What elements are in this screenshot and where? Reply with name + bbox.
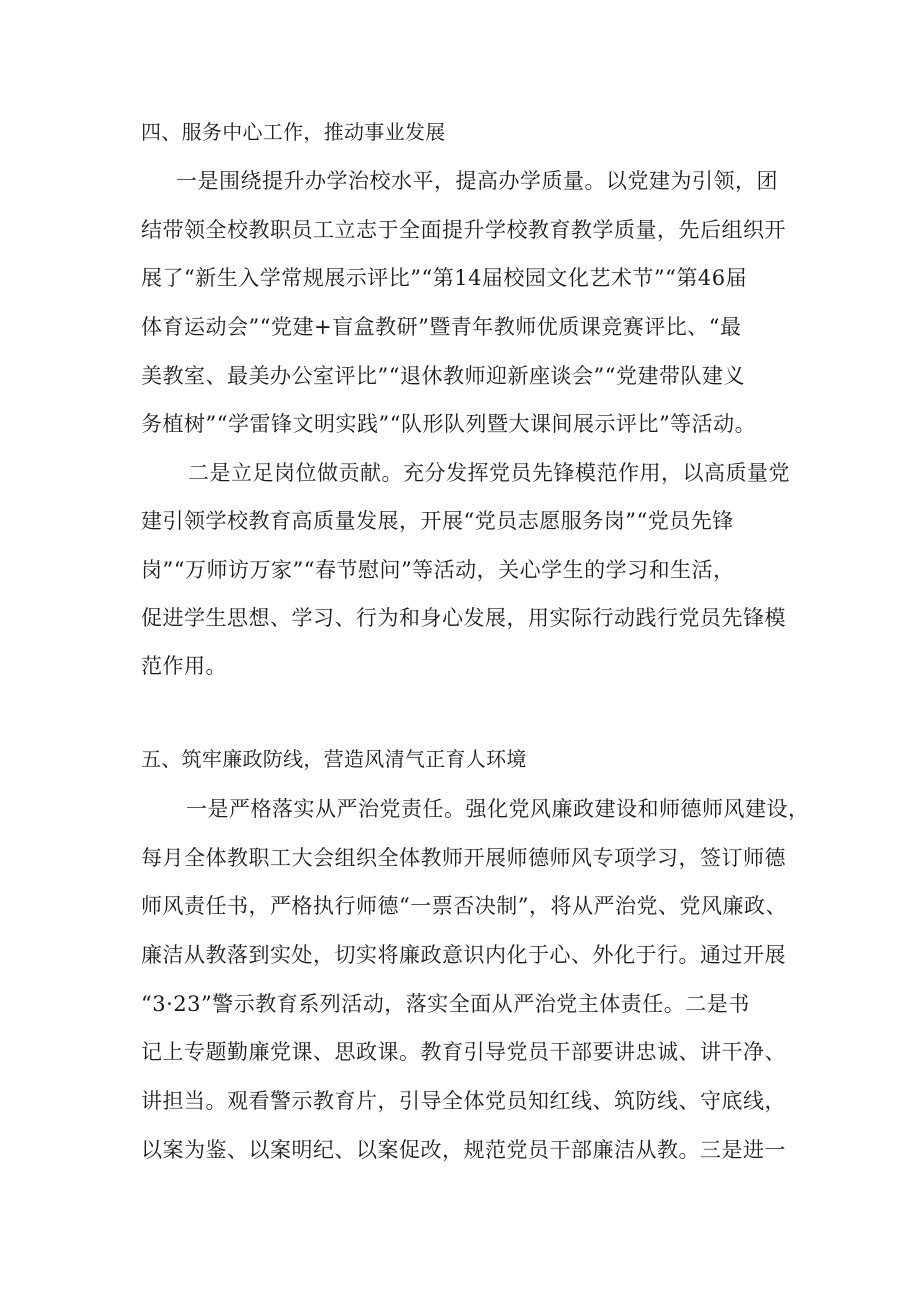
paragraph-line: 师风责任书，严格执行师德“一票否决制”，将从严治党、党风廉政、 <box>141 894 787 918</box>
paragraph-line: 务植树”“学雷锋文明实践”“队形队列暨大课间展示评比”等活动。 <box>141 412 757 436</box>
paragraph-line: 美教室、最美办公室评比”“退休教师迎新座谈会”“党建带队建义 <box>141 364 745 388</box>
paragraph-line: 体育运动会”“党建+盲盒教研”暨青年教师优质课竞赛评比、“最 <box>141 315 742 339</box>
paragraph-line: 展了“新生入学常规展示评比”“第14届校园文化艺术节”“第46届 <box>141 266 748 290</box>
paragraph-line: 每月全体教职工大会组织全体教师开展师德师风专项学习，签订师德 <box>141 846 786 870</box>
paragraph-line: 二是立足岗位做贡献。充分发挥党员先锋模范作用，以高质量党 <box>188 461 790 485</box>
paragraph-line: 讲担当。观看警示教育片，引导全体党员知红线、筑防线、守底线， <box>141 1089 786 1113</box>
paragraph-line: 一是围绕提升办学治校水平，提高办学质量。以党建为引领，团 <box>176 169 778 193</box>
paragraph-line: 建引领学校教育高质量发展，开展“党员志愿服务岗”“党员先锋 <box>141 509 734 533</box>
paragraph-line: 结带领全校教职员工立志于全面提升学校教育教学质量，先后组织开 <box>141 218 786 242</box>
section-5-heading: 五、筑牢廉政防线，营造风清气正育人环境 <box>141 747 527 771</box>
paragraph-line: 岗”“万师访万家”“春节慰问”等活动，关心学生的学习和生活， <box>141 558 735 582</box>
paragraph-line: 一是严格落实从严治党责任。强化党风廉政建设和师德师风建设， <box>186 797 810 821</box>
paragraph-line: 记上专题勤廉党课、思政课。教育引导党员干部要讲忠诚、讲干净、 <box>141 1040 786 1064</box>
paragraph-line: 以案为鉴、以案明纪、以案促改，规范党员干部廉洁从教。三是进一 <box>141 1138 786 1162</box>
paragraph-line: 范作用。 <box>141 654 227 678</box>
paragraph-line: 促进学生思想、学习、行为和身心发展，用实际行动践行党员先锋模 <box>141 606 786 630</box>
paragraph-line: 廉洁从教落到实处，切实将廉政意识内化于心、外化于行。通过开展 <box>141 943 786 967</box>
paragraph-line: “3·23”警示教育系列活动，落实全面从严治党主体责任。二是书 <box>141 992 750 1016</box>
section-4-heading: 四、服务中心工作，推动事业发展 <box>141 120 446 144</box>
